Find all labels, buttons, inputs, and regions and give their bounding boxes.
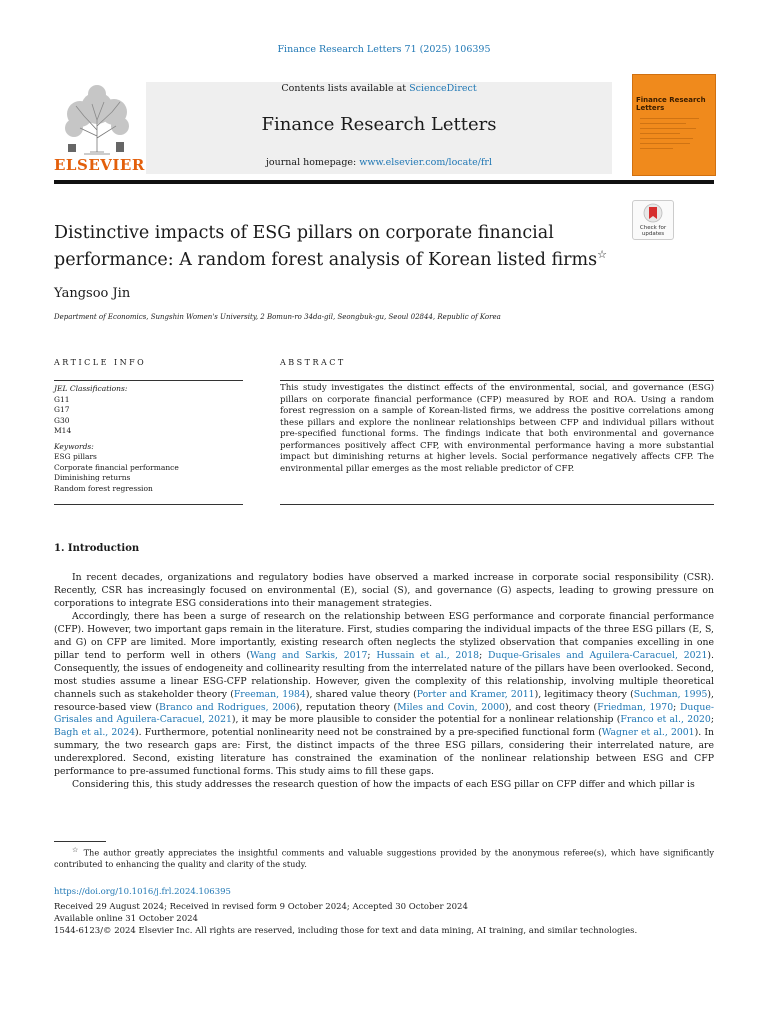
homepage-line [146, 157, 612, 168]
reference-link[interactable]: Wang and Sarkis, 2017 [250, 649, 368, 661]
author-name[interactable]: Yangsoo Jin [54, 286, 131, 301]
title-line-2: performance: A random forest analysis of Korean listed firms [54, 249, 598, 270]
reference-link[interactable]: Wagner et al., 2001 [601, 727, 695, 739]
homepage-link[interactable]: www.elsevier.com/locate/frl [359, 157, 493, 168]
jel-code: G30 [54, 415, 70, 425]
abstract-heading: ABSTRACT [280, 358, 346, 367]
abstract-rule [280, 380, 714, 381]
article-title [54, 222, 624, 271]
elsevier-wordmark: ELSEVIER [54, 156, 145, 174]
keyword: ESG pillars [54, 452, 97, 461]
jel-code: M14 [54, 426, 72, 435]
keyword: Diminishing returns [54, 473, 131, 482]
footnote [54, 845, 714, 870]
reference-link[interactable]: Friedman, 1970 [597, 701, 674, 713]
paragraph: In recent decades, organizations and regulatory bodies have observed a marked increase in corporate social responsibility (CSR). Recently, CSR has increasingly focused on environmental (E), social (S), and governance (G) aspects, leading to growing pressure on corporations to integrate ESG considerations into their management strategies. [54, 572, 714, 609]
reference-link[interactable]: Hussain et al., 2018 [376, 649, 480, 661]
reference-link[interactable]: Miles and Covin, 2000 [397, 701, 505, 713]
article-info-body [54, 384, 243, 494]
introduction-body [54, 572, 714, 792]
reference-link[interactable]: Franco et al., 2020 [620, 714, 711, 726]
bookmark-icon [633, 201, 673, 225]
cover-text-lines [640, 118, 706, 153]
contents-line [146, 83, 612, 94]
abstract-bottom-rule [280, 504, 714, 505]
reference-link[interactable]: Duque-Grisales and Aguilera-Caracuel, 2021 [54, 701, 714, 726]
title-line-1: Distinctive impacts of ESG pillars on corporate financial [54, 223, 554, 243]
article-info-rule [54, 380, 243, 381]
check-for-updates-label: Check for updates [639, 225, 667, 237]
author-affiliation: Department of Economics, Sungshin Women's University, 2 Bomun-ro 34da-gil, Seongbuk-gu, Seoul 02844, Republic of Korea [54, 313, 501, 321]
reference-link[interactable]: Duque-Grisales and Aguilera-Caracuel, 2021 [488, 649, 708, 661]
article-info-bottom-rule [54, 504, 243, 505]
sciencedirect-link[interactable]: ScienceDirect [409, 83, 477, 94]
footnote-rule [54, 841, 106, 842]
article-info-heading: ARTICLE INFO [54, 358, 147, 367]
jel-label: JEL Classifications: [54, 384, 128, 393]
available-online-date: Available online 31 October 2024 [54, 914, 198, 924]
footnote-text: The author greatly appreciates the insightful comments and valuable suggestions provided by the anonymous referee(s), which have significantly contributed to enhancing the quality and clarity of the study. [54, 847, 714, 869]
title-footnote-mark[interactable]: ☆ [597, 248, 607, 261]
received-dates: Received 29 August 2024; Received in revised form 9 October 2024; Accepted 30 October 2024 [54, 902, 468, 912]
reference-link[interactable]: Suchman, 1995 [633, 688, 708, 700]
keyword: Corporate financial performance [54, 462, 179, 472]
copyright-notice: 1544-6123/© 2024 Elsevier Inc. All rights are reserved, including those for text and data mining, AI training, and similar technologies. [54, 926, 638, 936]
keyword: Random forest regression [54, 483, 153, 493]
publication-dates [54, 901, 468, 925]
paragraph: Accordingly, there has been a surge of research on the relationship between ESG performance and corporate financial performance (CFP). However, two important gaps remain in the literature. First, studies comparing the individual impacts of the three ESG pillars (E, S, and G) on CFP are limited. More importantly, existing research often neglects the stylized observation that companies excelling in one pillar tend to perform well in others (Wang and Sarkis, 2017; Hussain et al., 2018; Duque-Grisales and Aguilera-Caracuel, 2021). Consequently, the issues of endogeneity and collinearity resulting from the interrelated nature of the pillars have been overlooked. Second, most studies assume a linear ESG-CFP relationship. However, given the complexity of this relationship, involving multiple theoretical channels such as stakeholder theory (Freeman, 1984), shared value theory (Porter and Kramer, 2011), legitimacy theory (Suchman, 1995), resource-based view (Branco and Rodrigues, 2006), reputation theory (Miles and Covin, 2000), and cost theory (Friedman, 1970; Duque-Grisales and Aguilera-Caracuel, 2021), it may be more plausible to consider the potential for a nonlinear relationship (Franco et al., 2020; Bagh et al., 2024). Furthermore, potential nonlinearity need not be constrained by a pre-specified functional form (Wagner et al., 2001). In summary, the two research gaps are: First, the distinct impacts of the three ESG pillars, considering their interrelated nature, are underexplored. Second, existing literature has constrained the examination of the nonlinear relationship between ESG and CFP performance to pre-assumed functional forms. This study aims to fill these gaps. [54, 610, 714, 778]
homepage-prefix: journal homepage: [265, 157, 357, 168]
contents-prefix: Contents lists available at [281, 83, 407, 94]
reference-link[interactable]: Branco and Rodrigues, 2006 [158, 701, 296, 713]
doi-link[interactable]: https://doi.org/10.1016/j.frl.2024.106395 [54, 887, 231, 897]
reference-link[interactable]: Porter and Kramer, 2011 [416, 688, 535, 700]
section-heading-introduction: 1. Introduction [54, 543, 140, 554]
footnote-mark: ☆ [72, 846, 80, 854]
header-rule [54, 180, 714, 184]
journal-citation[interactable]: Finance Research Letters 71 (2025) 106395 [277, 44, 491, 55]
cover-title: Finance Research Letters [636, 96, 706, 112]
jel-code: G17 [54, 405, 70, 414]
paragraph: Considering this, this study addresses the research question of how the impacts of each ESG pillar on CFP differ and which pillar is [72, 779, 695, 791]
keywords-label: Keywords: [54, 441, 94, 451]
reference-link[interactable]: Bagh et al., 2024 [54, 727, 136, 739]
jel-code: G11 [54, 394, 70, 404]
reference-link[interactable]: Freeman, 1984 [233, 688, 306, 700]
journal-name: Finance Research Letters [261, 114, 497, 135]
abstract-text: This study investigates the distinct effects of the environmental, social, and governance (ESG) pillars on corporate financial performance (CFP) measured by ROE and ROA. Using a random forest regression on a sample of Korean-listed firms, we address the positive correlations among these pillars and explore the nonlinear relationships between CFP and individual pillars without pre-specified functional forms. The findings indicate that both environmental and governance performances positively affect CFP, with environmental performance having a more substantial impact but diminishing returns at higher levels. Social performance negatively affects CFP. The environmental pillar emerges as the most reliable predictor of CFP. [280, 383, 714, 474]
